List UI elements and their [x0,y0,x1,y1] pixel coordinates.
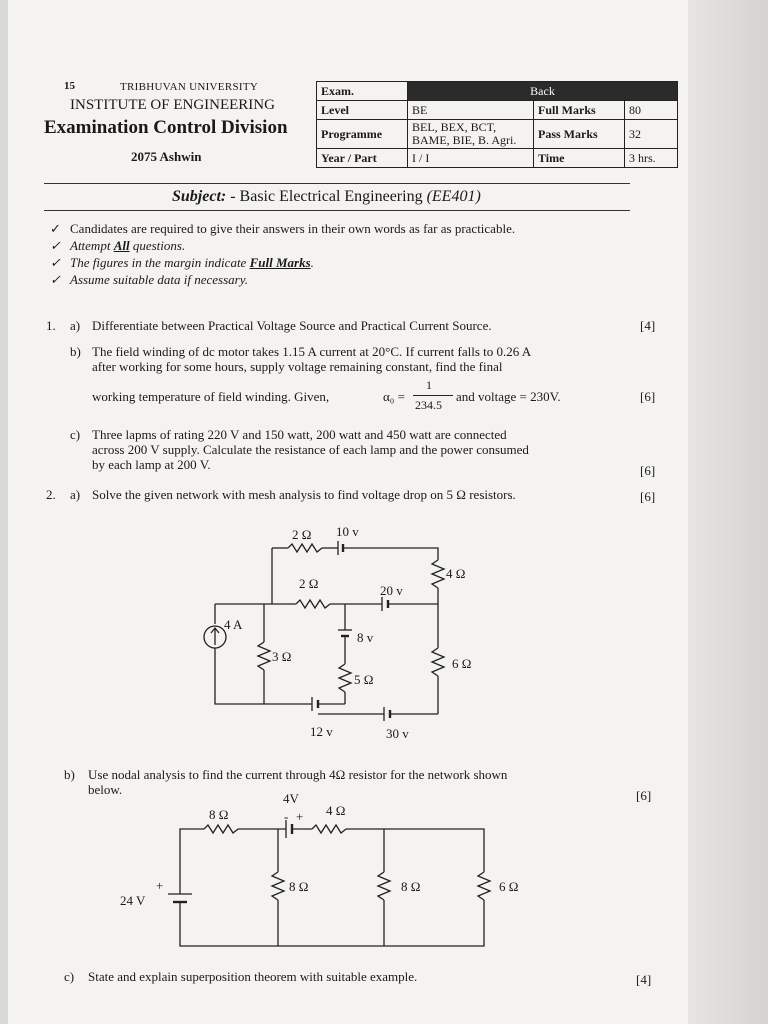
q2c-marks: [4] [636,972,652,987]
full-marks-label: Full Marks [534,101,625,120]
q1c-line: Three lapms of rating 220 V and 150 watt, 200 watt and 450 watt are connected [92,427,507,442]
q2b-line: Use nodal analysis to find the current through 4Ω resistor for the network shown [88,767,508,782]
label-i-src: 4 A [224,617,243,632]
institute-name: INSTITUTE OF ENGINEERING [70,97,275,113]
label-r-top: 2 Ω [292,527,312,542]
q1c-line: across 200 V supply. Calculate the resistance of each lamp and the power consumed [92,442,529,457]
subject-label: Subject: [172,188,227,205]
label-v-top: 10 v [336,524,359,539]
instruction-emphasis: All [113,238,130,253]
q1b-label: b) [70,344,81,359]
q1b-marks: [6] [640,389,656,404]
pass-marks-value: 32 [625,120,678,149]
label-r-left: 3 Ω [272,649,292,664]
label-v-mid: 20 v [380,583,403,598]
q2c-label: c) [64,969,75,984]
label-r2: 8 Ω [401,879,421,894]
q1b-line3: working temperature of field winding. Given, [92,389,330,404]
subject-name: Basic Electrical Engineering [239,188,427,205]
q2-number: 2. [46,487,56,502]
label-v-bot-left: 12 v [310,724,333,739]
exam-value: Back [408,82,678,101]
label-r1: 8 Ω [289,879,309,894]
resistor-8ohm-top [204,825,238,833]
instruction-text: questions. [129,238,186,253]
resistor-8ohm-2 [378,872,390,900]
label-plus-src: + [156,878,164,893]
check-icon: ✓ [50,238,61,253]
resistor-8ohm-1 [272,872,284,900]
wire [180,829,204,878]
year-part-value: I / I [408,149,534,168]
wire [346,829,484,872]
level-label: Level [317,101,408,120]
wire [180,900,484,946]
label-r-top-left: 8 Ω [209,807,229,822]
label-r-top-right: 4 Ω [326,803,346,818]
instruction-emphasis: Full Marks [249,255,311,270]
q1b-fraction-num: 1 [426,378,432,392]
label-minus: - [284,809,289,824]
q1a-text: Differentiate between Practical Voltage Source and Practical Current Source. [92,318,492,333]
instruction-text: . [310,255,314,270]
q1c-label: c) [70,427,81,442]
q1-number: 1. [46,318,56,333]
level-value: BE [408,101,534,120]
subject-dash: - [226,188,240,205]
resistor-4ohm [312,825,346,833]
q2c-text: State and explain superposition theorem with suitable example. [88,969,418,984]
label-plus: + [296,809,304,824]
exam-year: 2075 Ashwin [131,149,202,164]
label-r-mid: 2 Ω [299,576,319,591]
q1b-alpha: α₀ = [383,389,405,404]
subject-code: (EE401) [426,188,481,205]
q2b-line: below. [88,782,123,797]
programme-value-line2: BAME, BIE, B. Agri. [412,133,517,147]
q2a-label: a) [70,487,81,502]
full-marks-value: 80 [625,101,678,120]
pass-marks-label: Pass Marks [534,120,625,149]
q2a-text: Solve the given network with mesh analysis to find voltage drop on 5 Ω resistors. [92,487,516,502]
q1a-label: a) [70,318,81,333]
check-icon: ✓ [50,272,61,287]
q2b-label: b) [64,767,75,782]
q1b-line: after working for some hours, supply voltage remaining constant, find the final [92,359,503,374]
instruction-text: Candidates are required to give their answers in their own words as far as practicable. [70,221,516,236]
check-icon: ✓ [50,221,61,236]
q1b-fraction-den: 234.5 [415,398,442,412]
division-name: Examination Control Division [44,117,288,138]
label-r-center: 5 Ω [354,672,374,687]
q1c-line: by each lamp at 200 V. [92,457,211,472]
label-r-right-top: 4 Ω [446,566,466,581]
check-icon: ✓ [50,255,61,270]
year-part-label: Year / Part [317,149,408,168]
instruction-text: The figures in the margin indicate [70,255,250,270]
resistor-6ohm [478,872,490,900]
label-v-top: 4V [283,791,299,806]
label-r3: 6 Ω [499,879,519,894]
programme-value-line1: BEL, BEX, BCT, [412,120,497,134]
q1a-marks: [4] [640,318,656,333]
instruction-text: Attempt [70,238,114,253]
label-v-bot-right: 30 v [386,726,409,741]
page-number: 15 [64,80,75,92]
q2a-marks: [6] [640,489,656,504]
label-r-right: 6 Ω [452,656,472,671]
q1b-line: The field winding of dc motor takes 1.15 A current at 20°C. If current falls to 0.26 A [92,344,532,359]
instruction-text: Assume suitable data if necessary. [70,272,249,287]
programme-label: Programme [317,120,408,149]
university-name: TRIBHUVAN UNIVERSITY [120,81,259,93]
label-v-center: 8 v [357,630,374,645]
q1c-marks: [6] [640,463,656,478]
time-label: Time [534,149,625,168]
q2b-marks: [6] [636,788,652,803]
exam-label: Exam. [317,82,408,101]
label-v-src: 24 V [120,893,146,908]
time-value: 3 hrs. [625,149,678,168]
q1b-tail: and voltage = 230V. [456,389,561,404]
